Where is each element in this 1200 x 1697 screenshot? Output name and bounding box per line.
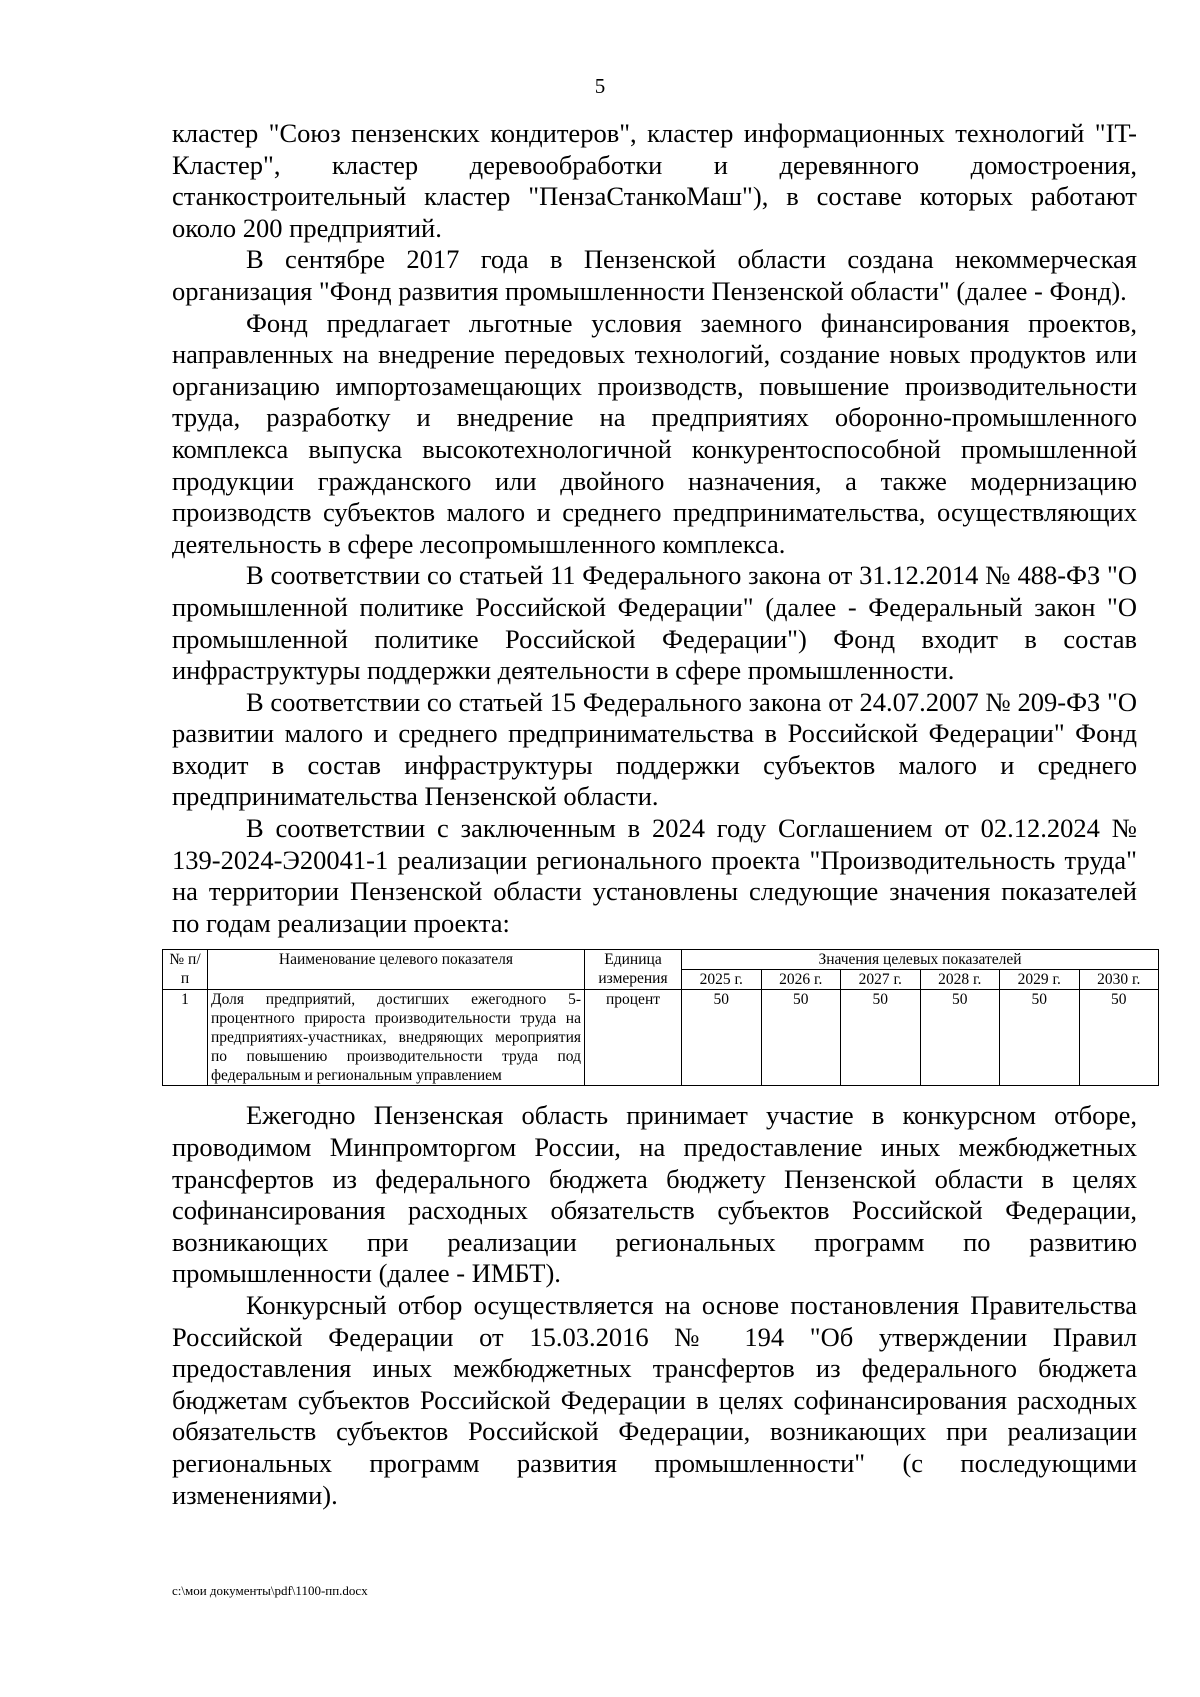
header-year: 2029 г.	[1000, 970, 1080, 990]
header-target-values: Значения целевых показателей	[682, 950, 1159, 970]
target-indicators-table	[162, 949, 1159, 1086]
paragraphs-after-table	[172, 1100, 1137, 1511]
header-year: 2028 г.	[920, 970, 1000, 990]
paragraphs-before-table	[172, 118, 1137, 939]
paragraph: В соответствии со статьей 15 Федерального закона от 24.07.2007 № 209-ФЗ "О развитии малого и среднего предпринимательства в Российской Федерации" Фонд входит в состав инфраструктуры поддержки субъектов малого и среднего предпринимательства Пензенской области.	[172, 686, 1137, 812]
cell-value: 50	[841, 990, 921, 1086]
header-num: № п/п	[163, 950, 208, 990]
paragraph: Ежегодно Пензенская область принимает участие в конкурсном отборе, проводимом Минпромторгом России, на предоставление иных межбюджетных трансфертов из федерального бюджета бюджету Пензенской области в целях софинансирования расходных обязательств субъектов Российской Федерации, возникающих при реализации региональных программ по развитию промышленности (далее - ИМБТ).	[172, 1100, 1137, 1289]
paragraph: В сентябре 2017 года в Пензенской области создана некоммерческая организация "Фонд развития промышленности Пензенской области" (далее - Фонд).	[172, 244, 1137, 306]
header-year: 2025 г.	[682, 970, 762, 990]
cell-value: 50	[920, 990, 1000, 1086]
page-number: 5	[594, 74, 606, 98]
header-unit: Единица измерения	[585, 950, 682, 990]
footer-file-path: c:\мои документы\pdf\1100-пп.docx	[172, 1583, 368, 1598]
cell-indicator-name: Доля предприятий, достигших ежегодного 5-процентного прироста производительности труда на предприятиях-участниках, внедряющих мероприятия по повышению производительности труда под федеральным и региональным управлением	[208, 990, 585, 1086]
table-body	[163, 990, 1159, 1086]
paragraph: Фонд предлагает льготные условия заемного финансирования проектов, направленных на внедрение передовых технологий, создание новых продуктов или организацию импортозамещающих производств, повышение производительности труда, разработку и внедрение на предприятиях оборонно-промышленного комплекса выпуска высокотехнологичной конкурентоспособной промышленной продукции гражданского или двойного назначения, а также модернизацию производств субъектов малого и среднего предпринимательства, осуществляющих деятельность в сфере лесопромышленного комплекса.	[172, 307, 1137, 559]
cell-value: 50	[1000, 990, 1080, 1086]
paragraph: кластер "Союз пензенских кондитеров", кластер информационных технологий "IT-Кластер", кластер деревообработки и деревянного домостроения, станкостроительный кластер "ПензаСтанкоМаш"), в составе которых работают около 200 предприятий.	[172, 118, 1137, 243]
cell-num: 1	[163, 990, 208, 1086]
header-indicator-name: Наименование целевого показателя	[208, 950, 585, 990]
paragraph: В соответствии со статьей 11 Федерального закона от 31.12.2014 № 488-ФЗ "О промышленной политике Российской Федерации" (далее - Федеральный закон "О промышленной политике Российской Федерации") Фонд входит в состав инфраструктуры поддержки деятельности в сфере промышленности.	[172, 560, 1137, 686]
cell-value: 50	[682, 990, 762, 1086]
header-year: 2027 г.	[841, 970, 921, 990]
paragraph: В соответствии с заключенным в 2024 году Соглашением от 02.12.2024 № 139-2024-Э20041-1 реализации регионального проекта "Производительность труда" на территории Пензенской области установлены следующие значения показателей по годам реализации проекта:	[172, 813, 1137, 938]
header-year: 2030 г.	[1079, 970, 1159, 990]
cell-value: 50	[1079, 990, 1159, 1086]
table-row	[163, 990, 1159, 1086]
header-year: 2026 г.	[761, 970, 841, 990]
document-body	[169, 118, 1141, 1511]
cell-unit: процент	[585, 990, 682, 1086]
paragraph: Конкурсный отбор осуществляется на основе постановления Правительства Российской Федерации от 15.03.2016 № 194 "Об утверждении Правил предоставления иных межбюджетных трансфертов из федерального бюджета бюджетам субъектов Российской Федерации в целях софинансирования расходных обязательств субъектов Российской Федерации, возникающих при реализации региональных программ развития промышленности" (с последующими изменениями).	[172, 1290, 1137, 1510]
cell-value: 50	[761, 990, 841, 1086]
